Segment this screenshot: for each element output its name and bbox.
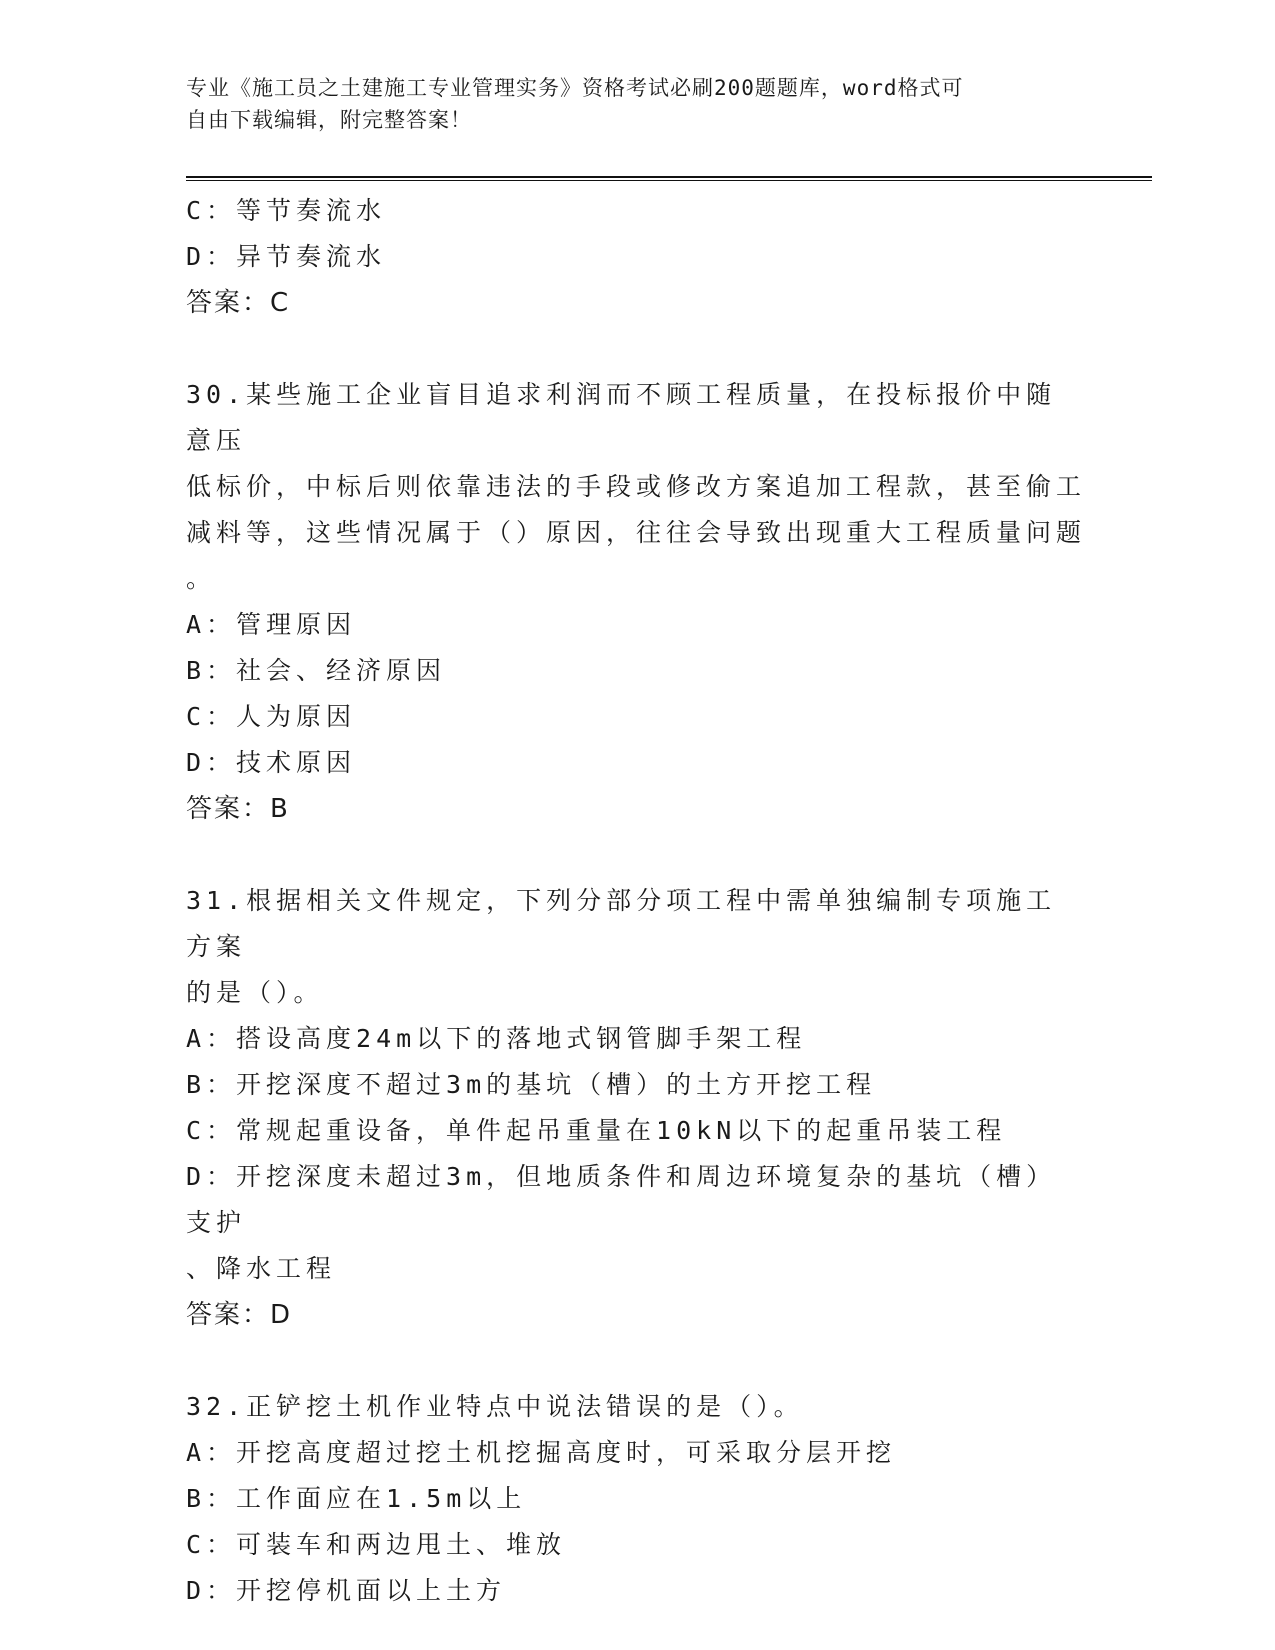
option-d-continued: 、降水工程 [186, 1254, 337, 1283]
question-32 [186, 1384, 1086, 1614]
question-content [186, 188, 1086, 1614]
question-stem-line: 减料等，这些情况属于（）原因，往往会导致出现重大工程质量问题 [186, 518, 1087, 547]
document-header [186, 72, 1066, 136]
option-c: C：人为原因 [186, 702, 357, 731]
option-d: D：开挖深度未超过3m，但地质条件和周边环境复杂的基坑（槽）支护 [186, 1162, 1057, 1237]
question-stem-line: 低标价，中标后则依靠违法的手段或修改方案追加工程款，甚至偷工 [186, 472, 1087, 501]
option-b: B：社会、经济原因 [186, 656, 447, 685]
option-d: D：开挖停机面以上土方 [186, 1576, 507, 1605]
answer-line: 答案：D [186, 1300, 293, 1330]
question-31 [186, 878, 1086, 1338]
option-c: C：可装车和两边甩土、堆放 [186, 1530, 567, 1559]
question-stem-line: 32.正铲挖土机作业特点中说法错误的是（）。 [186, 1392, 804, 1421]
question-30 [186, 372, 1086, 832]
option-b: B：工作面应在1.5m以上 [186, 1484, 527, 1513]
question-stem-line: 。 [186, 564, 217, 593]
question-stem-line: 30.某些施工企业盲目追求利润而不顾工程质量，在投标报价中随意压 [186, 380, 1057, 455]
option-d: D：技术原因 [186, 748, 357, 777]
question-stem-line: 31.根据相关文件规定，下列分部分项工程中需单独编制专项施工方案 [186, 886, 1057, 961]
answer-line: 答案：B [186, 794, 290, 824]
option-a: A：开挖高度超过挖土机挖掘高度时，可采取分层开挖 [186, 1438, 897, 1467]
option-a: A：搭设高度24m以下的落地式钢管脚手架工程 [186, 1024, 807, 1053]
header-divider [186, 176, 1152, 181]
option-a: A：管理原因 [186, 610, 357, 639]
header-title-line-2: 自由下载编辑，附完整答案！ [186, 108, 472, 132]
question-29-tail [186, 188, 1086, 326]
option-c: C：常规起重设备，单件起吊重量在10kN以下的起重吊装工程 [186, 1116, 1007, 1145]
answer-line: 答案：C [186, 288, 291, 318]
option-c: C：等节奏流水 [186, 196, 387, 225]
option-d: D：异节奏流水 [186, 242, 387, 271]
question-stem-line: 的是（）。 [186, 978, 324, 1007]
header-title-line-1: 专业《施工员之土建施工专业管理实务》资格考试必刷200题题库，word格式可 [186, 76, 964, 100]
option-b: B：开挖深度不超过3m的基坑（槽）的土方开挖工程 [186, 1070, 877, 1099]
